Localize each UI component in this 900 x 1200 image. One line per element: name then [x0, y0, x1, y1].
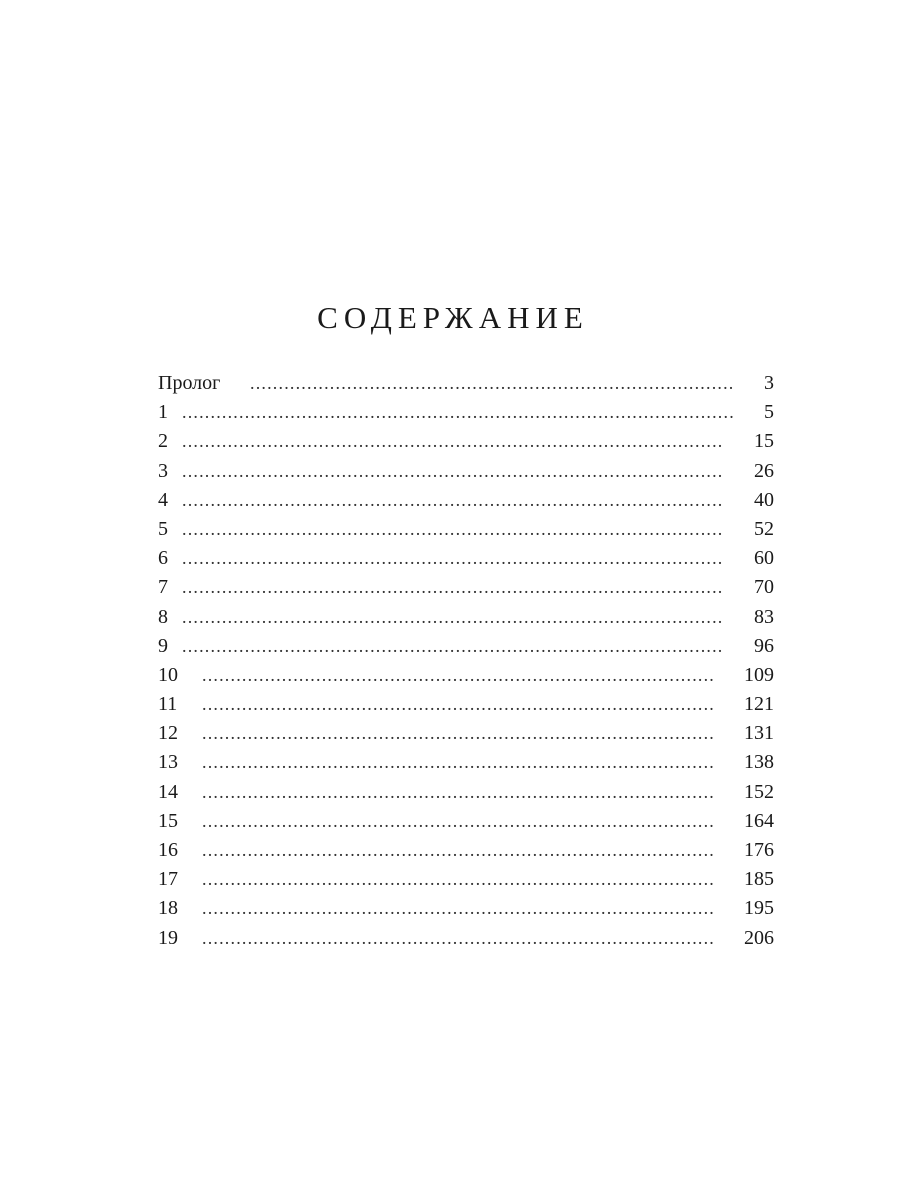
toc-entry-page: 131 — [744, 722, 774, 745]
toc-entry — [158, 603, 776, 632]
dot-leader: ............................................................................................... — [182, 635, 724, 656]
dot-leader: ............................................................................................... — [182, 460, 724, 481]
dot-leader: .......................................................................................... — [202, 664, 715, 685]
toc-entry-label: 1 — [158, 401, 168, 424]
toc-entry-label: 7 — [158, 576, 168, 599]
toc-entry — [158, 398, 776, 427]
dot-leader: ................................................................................................. — [182, 402, 735, 423]
toc-entry-label: 15 — [158, 809, 178, 832]
toc-entry-page: 176 — [744, 839, 774, 861]
toc-entry-label: 11 — [158, 693, 178, 716]
dot-leader: ..................................................................................... — [250, 373, 735, 393]
toc-entry-label: 6 — [158, 547, 168, 570]
toc-entry — [158, 778, 776, 807]
toc-entry-page: 96 — [754, 634, 774, 657]
toc-entry-page: 138 — [744, 751, 774, 774]
toc-entry-label: 18 — [158, 897, 178, 920]
toc-entry-label: 3 — [158, 459, 168, 482]
toc-entry-page: 152 — [744, 780, 774, 803]
toc-entry-label: 9 — [158, 634, 168, 657]
dot-leader: ............................................................................................... — [182, 518, 724, 539]
dot-leader: .......................................................................................... — [202, 840, 715, 860]
toc-entry-page: 206 — [744, 926, 774, 949]
toc-entry — [158, 836, 776, 865]
toc-entry — [158, 865, 776, 894]
toc-entry — [158, 544, 776, 573]
toc-entry-page: 15 — [754, 430, 774, 453]
dot-leader: .......................................................................................... — [202, 927, 715, 948]
toc-list — [158, 369, 776, 953]
dot-leader: ............................................................................................... — [182, 606, 724, 627]
toc-entry-label: 5 — [158, 517, 168, 540]
toc-entry — [158, 632, 776, 661]
toc-entry-page: 3 — [764, 372, 774, 394]
toc-entry — [158, 573, 776, 602]
toc-entry — [158, 457, 776, 486]
toc-entry — [158, 924, 776, 953]
toc-entry-label: 8 — [158, 605, 168, 628]
toc-entry — [158, 661, 776, 690]
toc-entry-label: 4 — [158, 488, 168, 511]
toc-entry — [158, 719, 776, 748]
dot-leader: .......................................................................................... — [202, 752, 715, 773]
dot-leader: .......................................................................................... — [202, 898, 715, 919]
toc-entry-page: 26 — [754, 459, 774, 482]
toc-entry-label: 14 — [158, 780, 178, 803]
dot-leader: ............................................................................................... — [182, 548, 724, 569]
toc-title: СОДЕРЖАНИЕ — [317, 300, 589, 335]
toc-entry-page: 40 — [754, 488, 774, 511]
toc-entry — [158, 515, 776, 544]
toc-entry — [158, 894, 776, 923]
dot-leader: .......................................................................................... — [202, 869, 715, 890]
toc-entry — [158, 690, 776, 719]
toc-entry-page: 109 — [744, 663, 774, 686]
toc-entry-label: Пролог — [158, 372, 221, 394]
toc-entry — [158, 807, 776, 836]
toc-entry-page: 5 — [764, 401, 774, 424]
toc-entry-label: 10 — [158, 663, 178, 686]
dot-leader: .......................................................................................... — [202, 810, 715, 831]
toc-entry-label: 17 — [158, 868, 178, 891]
toc-entry-page: 83 — [754, 605, 774, 628]
toc-entry-page: 121 — [744, 693, 774, 716]
dot-leader: ............................................................................................... — [182, 577, 724, 598]
dot-leader: .......................................................................................... — [202, 781, 715, 802]
toc-entry-page: 60 — [754, 547, 774, 570]
dot-leader: ............................................................................................... — [182, 431, 724, 452]
toc-entry-page: 195 — [744, 897, 774, 920]
toc-entry-page: 164 — [744, 809, 774, 832]
toc-entry — [158, 427, 776, 456]
toc-entry — [158, 486, 776, 515]
toc-entry-label: 12 — [158, 722, 178, 745]
dot-leader: .......................................................................................... — [202, 723, 715, 744]
toc-entry — [158, 369, 776, 398]
toc-entry-label: 19 — [158, 926, 178, 949]
toc-entry-page: 185 — [744, 868, 774, 891]
toc-entry-page: 70 — [754, 576, 774, 599]
dot-leader: ............................................................................................... — [182, 489, 724, 510]
toc-entry-page: 52 — [754, 517, 774, 540]
dot-leader: .......................................................................................... — [202, 694, 715, 715]
toc-entry-label: 16 — [158, 839, 178, 861]
toc-entry-label: 2 — [158, 430, 168, 453]
toc-entry — [158, 748, 776, 777]
toc-entry-label: 13 — [158, 751, 178, 774]
